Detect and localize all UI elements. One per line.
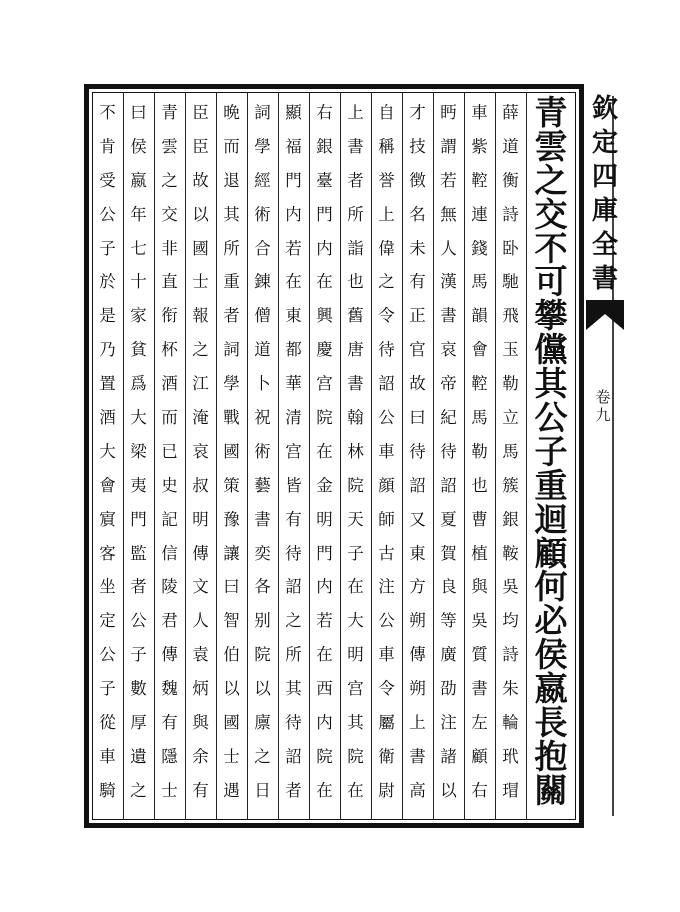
- text-column: 薛 道 衡 詩 卧 馳 飛 玉 勒 立 馬 簇 銀 鞍 吳 均 詩 朱 輪 玳 瑁: [502, 103, 519, 800]
- fishtail-mark-icon: [586, 300, 624, 330]
- text-column: 晩 而 退 其 所 重 者 詞 學 戰 國 策 豫 讓 曰 智 伯 以 國 士 遇: [223, 103, 240, 800]
- column-divider: [123, 92, 124, 820]
- column-divider: [371, 92, 372, 820]
- column-divider: [402, 92, 403, 820]
- text-column: 才 技 徴 名 未 有 正 官 故 曰 待 詔 又 東 方 朔 傳 朔 上 書 高: [409, 103, 426, 800]
- text-column: 不 肯 受 公 子 於 是 乃 置 酒 大 會 賔 客 坐 定 公 子 從 車 騎: [99, 103, 116, 800]
- text-column: 上 書 者 所 詣 也 舊 唐 書 翰 林 院 天 子 在 大 明 宫 其 院 在: [347, 103, 364, 800]
- text-column: 右 銀 臺 門 内 在 興 慶 宫 院 在 金 明 門 内 若 在 西 内 院 在: [316, 103, 333, 800]
- text-column: 曰 侯 嬴 年 七 十 家 貧 爲 大 梁 夷 門 監 者 公 子 數 厚 遺 之: [130, 103, 147, 800]
- column-divider: [185, 92, 186, 820]
- column-divider: [464, 92, 465, 820]
- text-column: 自 稱 誉 上 偉 之 令 待 詔 公 車 顔 師 古 注 公 車 令 屬 衛 尉: [378, 103, 395, 800]
- text-column: 詞 學 經 術 合 錬 僧 道 卜 祝 術 藝 書 奕 各 别 院 以 廪 之 日: [254, 103, 271, 800]
- column-divider: [433, 92, 434, 820]
- text-column: 眄 謂 若 無 人 漢 書 哀 帝 紀 待 詔 夏 賀 良 等 廣 劭 注 諸 以: [440, 103, 457, 800]
- column-divider: [278, 92, 279, 820]
- column-divider: [247, 92, 248, 820]
- column-divider: [340, 92, 341, 820]
- volume-label: 卷 九: [595, 388, 611, 424]
- column-divider: [309, 92, 310, 820]
- column-divider: [495, 92, 496, 820]
- text-column: 顯 福 門 内 若 在 東 都 華 清 宫 皆 有 待 詔 之 所 其 待 詔 者: [285, 103, 302, 800]
- book-title: 欽 定 四 庫 全 書: [591, 94, 618, 294]
- heading-column: 青 雲 之 交 不 可 攀 儻 其 公 子 重 迴 顧 何 必 侯 嬴 長 抱 關: [534, 93, 568, 810]
- text-column: 青 雲 之 交 非 直 衔 杯 酒 而 已 史 記 信 陵 君 傳 魏 有 隱 士: [161, 103, 178, 800]
- column-divider: [526, 92, 527, 820]
- text-column: 臣 臣 故 以 國 士 報 之 江 淹 哀 叔 明 傳 文 人 袁 炳 與 余 有: [192, 103, 209, 800]
- text-column: 車 紫 鞚 連 錢 馬 韻 會 鞚 馬 勒 也 曹 植 與 吳 質 書 左 顧 右: [471, 103, 488, 800]
- column-divider: [216, 92, 217, 820]
- column-divider: [154, 92, 155, 820]
